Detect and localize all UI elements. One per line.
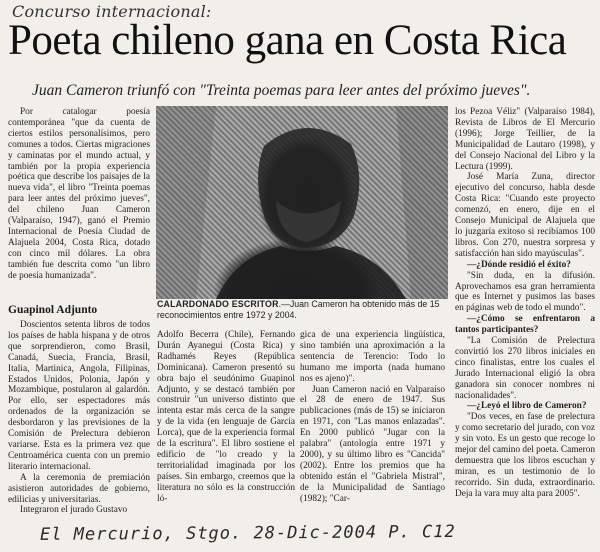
article-column-2	[157, 330, 295, 505]
paragraph: "Sin duda, en la difusión. Aprovechamos esa gran herramienta que es Internet y pusimos las bases en páginas web de todo el mundo".	[455, 270, 595, 314]
paragraph: Adolfo Becerra (Chile), Fernando Durán Ayanegui (Costa Rica) y Radhamés Reyes (República Dominicana). Cameron presentó su obra bajo el seudónimo Guapinol Adjunto, y se destacó también por construir "un universo distinto que intenta estar más cerca de la sangre y de la vida (en lenguaje de García Lorca), que de la experiencia formal de la escritura". El libro sostiene el edificio de "lo creado y la territorialidad imaginada por los países. Sin embargo, creemos que la literatura no sólo es la construcción ló-	[157, 330, 295, 504]
article-column-4	[455, 107, 595, 500]
section-title: Guapinol Adjunto	[8, 304, 98, 316]
article-column-3	[300, 330, 445, 505]
paragraph: gica de una experiencia lingüística, sino también una aproximación a la sentencia de Terencio: Todo lo humano me importa (nada humano nos es ajeno)".	[300, 330, 445, 384]
handwritten-source-note: El Mercurio, Stgo. 28-Dic-2004 P. C12	[39, 521, 456, 545]
article-column-1-bottom	[8, 320, 150, 516]
headline: Poeta chileno gana en Costa Rica	[8, 17, 567, 64]
paragraph: —¿Cómo se enfrentaron a tantos participantes?	[455, 314, 595, 336]
paragraph: —¿Dónde residió el éxito?	[467, 259, 571, 270]
paragraph: Integraron el jurado Gustavo	[20, 505, 128, 516]
caption-label: CALARDONADO ESCRITOR	[157, 299, 279, 309]
paragraph: Juan Cameron nació en Valparaíso el 28 de enero de 1947. Sus publicaciones (más de 15) se iniciaron en 1971, con "Las manos enlazadas". En 2000 publicó "Jugar con la palabra" (antología entre 1971 y 2000), y su último libro es "Cancida" (2002). Entre los premios que ha obtenido están el "Gabriela Mistral", de la Municipalidad de Santiago (1982); "Car-	[300, 384, 445, 504]
paragraph: —¿Leyó el libro de Cameron?	[467, 401, 587, 412]
caption-text: .—Juan Cameron ha obtenido más de 15 reconocimientos entre 1972 y 2004.	[157, 299, 440, 320]
paragraph: Doscientos setenta libros de todos los países de habla hispana y de otros que sorprendieron, como Brasil, Canadá, Suecia, Francia, Brasil, Italia, Martinica, Angola, Filipinas, Estados Unidos, Polonia, Japón y Mozambique, postularon al galardón. Por ello, ser espectadores más ordenados de la organización se desbordaron y las previsiones de la Comisión de Prelectura debieron variarse. Esta es la primera vez que Centroamérica cuenta con un premio literario internacional.	[8, 320, 150, 472]
subhead: Juan Cameron triunfó con "Treinta poemas para leer antes del próximo jueves".	[32, 82, 531, 99]
paragraph: "La Comisión de Prelectura convirtió los 270 libros iniciales en cinco finalistas, entre los cuales el Jurado Internacional eligió la obra ganadora sin conocer nombres ni nacionalidades".	[455, 336, 595, 401]
paragraph: A la ceremonia de premiación asistieron autoridades de gobierno, edilicias y universitarias.	[8, 472, 150, 505]
paragraph: José María Zuna, director ejecutivo del concurso, habla desde Costa Rica: "Cuando este proyecto comenzó, en enero, dije en el Consejo Municipal de Alajuela que lo juzgaría exitoso si recibíamos 100 libros. Con 270, nuestra sorpresa y satisfacción han sido mayúsculas".	[455, 172, 595, 259]
author-photo	[156, 106, 448, 299]
kicker: Concurso internacional:	[12, 2, 212, 21]
paragraph: Por catalogar poesía contemporánea "que da cuenta de ciertos estilos personalísimos, pero comunes a todos. Ciertas migraciones y caminatas por el mundo actual, y también por la propia experiencia poética que describe los paisajes de la nueva vida", el libro "Treinta poemas para leer antes del próximo jueves", del chileno Juan Cameron (Valparaíso, 1947), ganó el Premio Internacional de Poesía Ciudad de Alajuela 2004, Costa Rica, dotado con cinco mil dólares. La obra también fue descrita como "un libro de poesía humanizada".	[8, 107, 150, 281]
paragraph: "Dos veces, en fase de prelectura y como secretario del jurado, con voz y sin voto. Es un gesto que recoge lo mejor del camino del poeta. Cameron demuestra que los libros escuchan y miran, es un testimonio de lo recorrido. Sin duda, extraordinario. Deja la vara muy alta para 2005".	[455, 412, 595, 499]
paragraph: los Pezoa Véliz" (Valparaíso 1984), Revista de Libros de El Mercurio (1996); Jorge Teillier, de la Municipalidad de Lautaro (1998), y del Consejo Nacional del Libro y la Lectura (1999).	[455, 107, 595, 172]
photo-caption	[157, 299, 449, 320]
article-column-1-top	[8, 107, 150, 282]
